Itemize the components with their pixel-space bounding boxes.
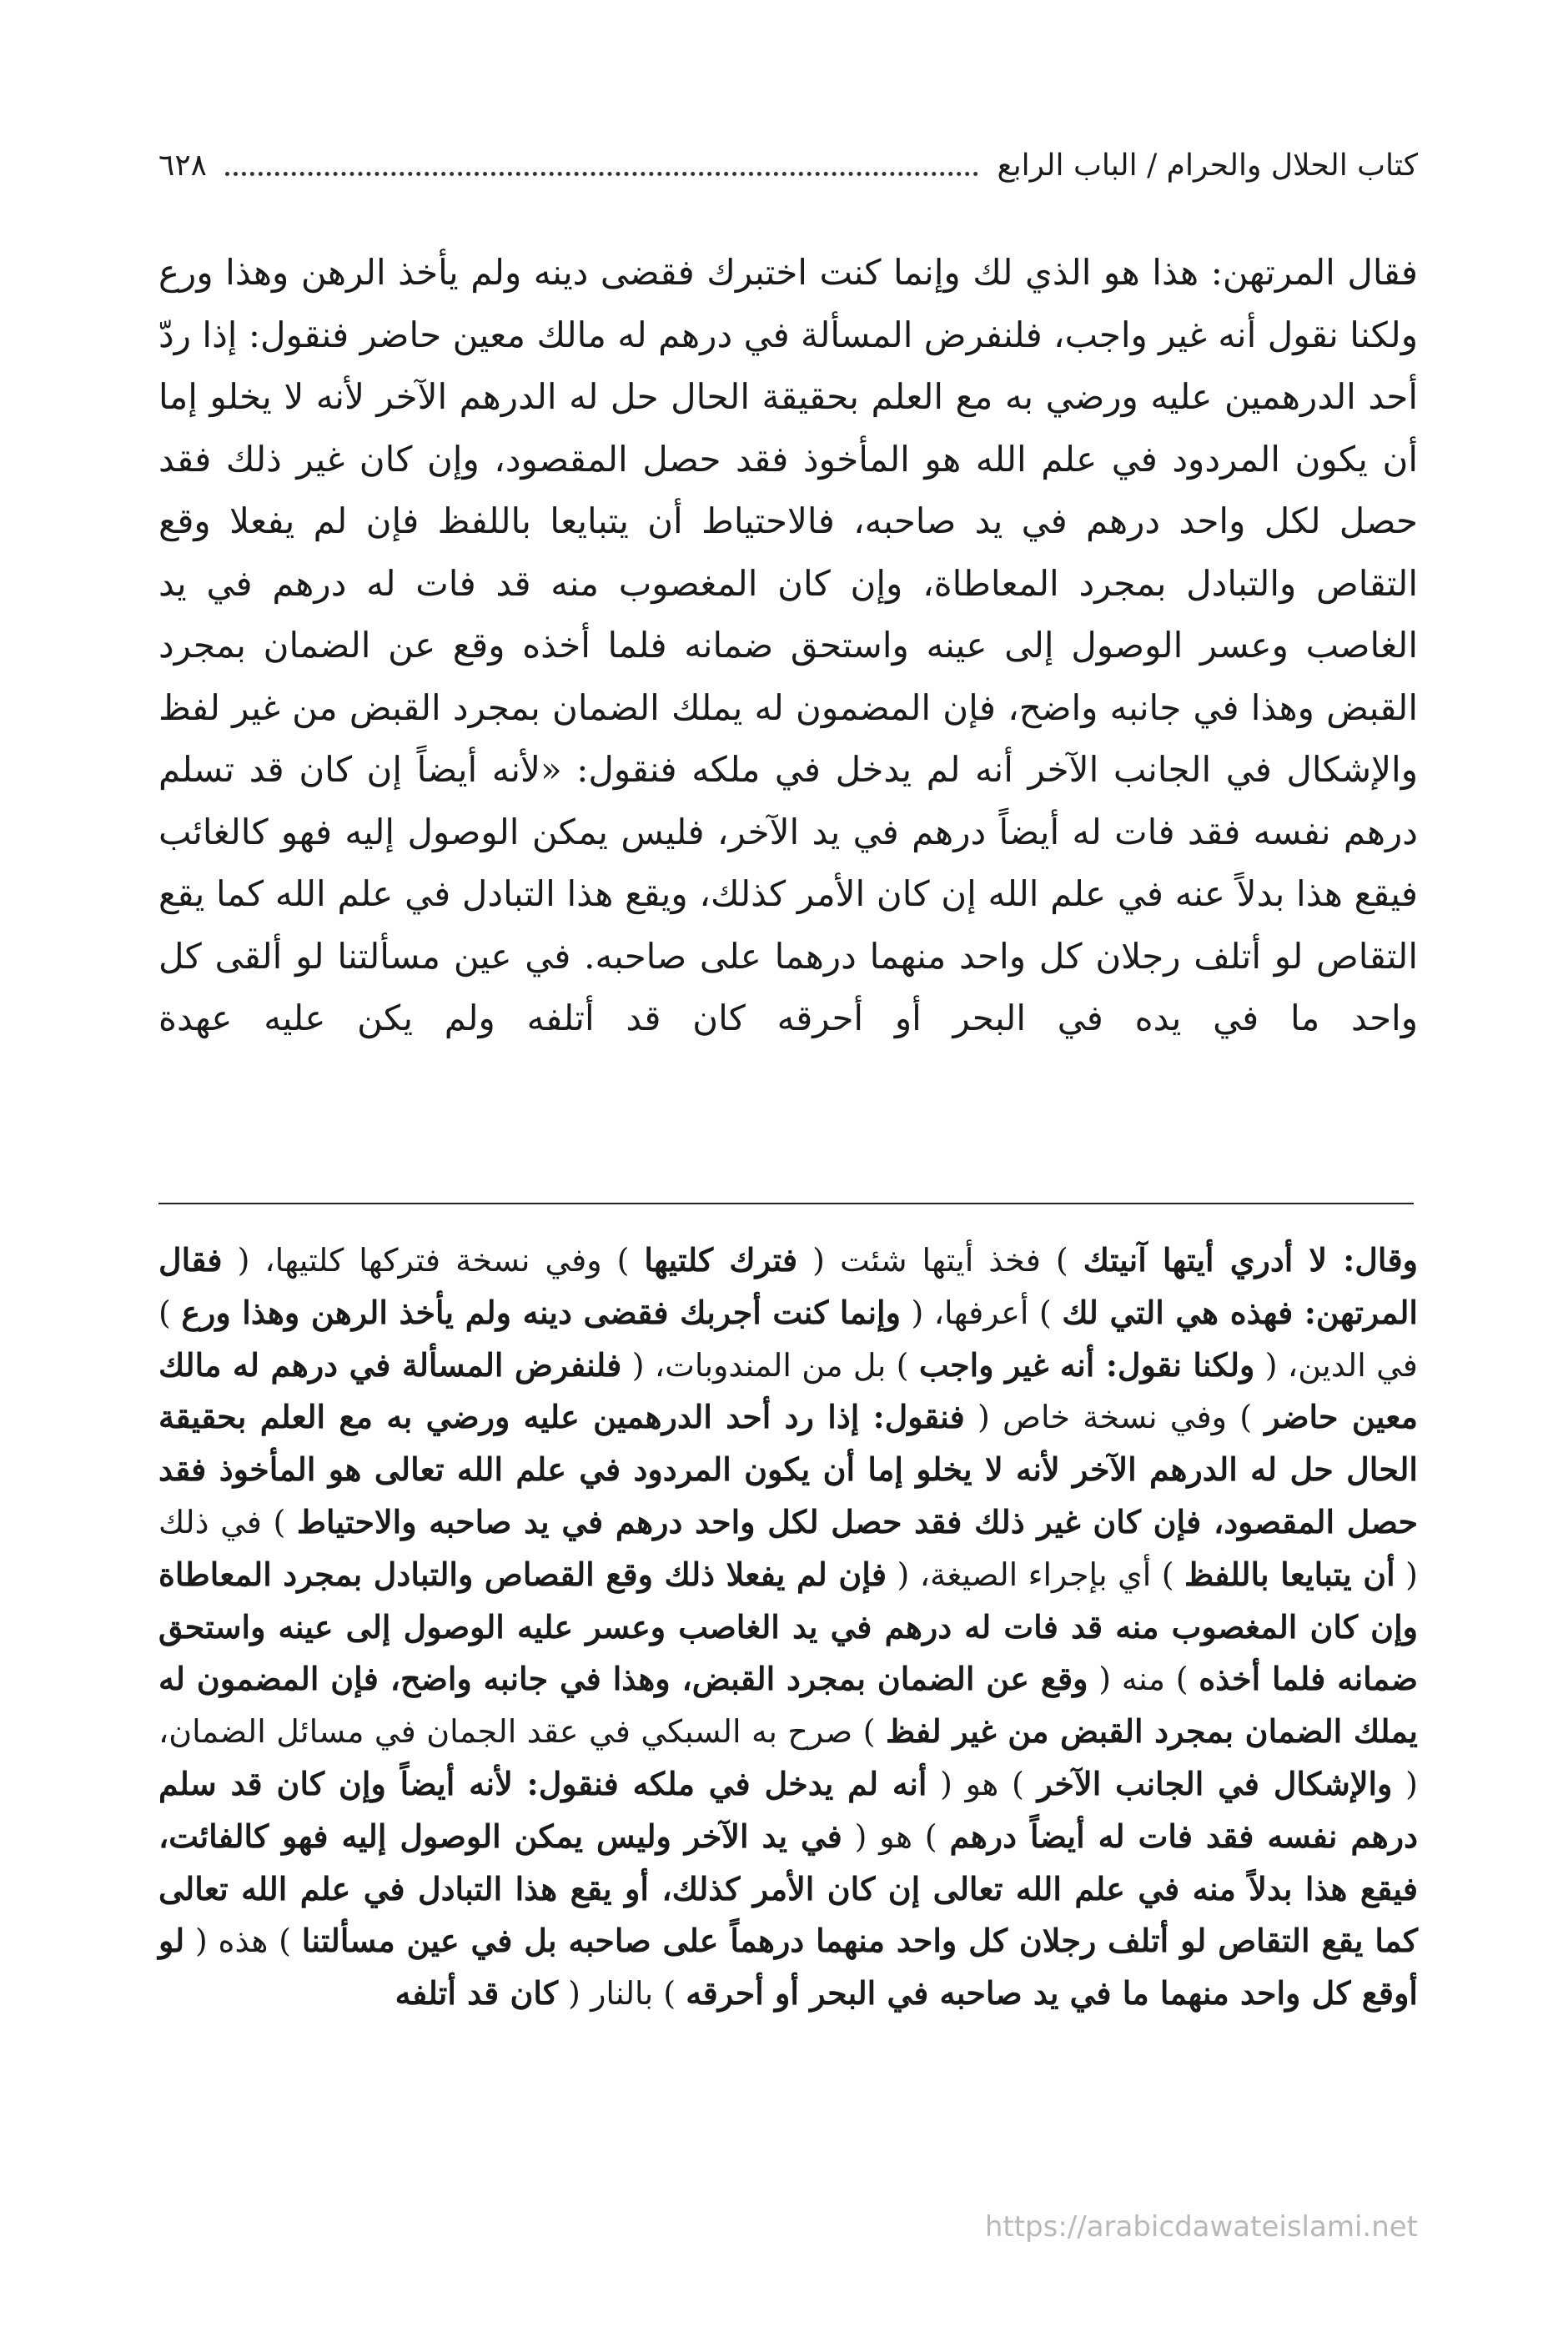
commentary-quoted-text: فنقول: إذا رد أحد الدرهمين عليه ورضي به مع العلم بحقيقة الحال حل له الدرهم الآخر لأنه لا يخلو إما أن يكون المردود في علم الله تعالى هو المأخوذ فقد حصل المقصود، فإن كان غير ذلك فقد حصل لكل واحد درهم في يد صاحبه والاحتياط (158, 1398, 1418, 1540)
commentary-quoted-text: أنه لم يدخل في ملكه فنقول: لأنه أيضاً وإن كان قد سلم درهم نفسه فقد فات له أيضاً درهم (158, 1764, 1418, 1855)
commentary-explanation: ) هو ( (940, 1765, 1024, 1802)
commentary-quoted-text: وإنما كنت أجربك فقضى دينه ولم يأخذ الرهن وهذا ورع (181, 1293, 901, 1331)
commentary-quoted-text: فإن لم يفعلا ذلك وقع القصاص والتبادل بمجرد المعاطاة وإن كان المغصوب منه قد فات له درهم في يد الغاصب وعسر عليه الوصول إلى عينه واستحق ضمانه فلما أخذه (158, 1555, 1418, 1698)
commentary-explanation: ) هو ( (854, 1817, 937, 1855)
commentary-explanation: ) صرح به السبكي في عقد الجمان في مسائل الضمان، ( (158, 1713, 1418, 1802)
commentary-explanation: ) وفي نسخة خاص ( (977, 1399, 1253, 1436)
commentary-quoted-text: في يد الآخر وليس يمكن الوصول إليه فهو كالفائت، فيقع هذا بدلاً منه في علم الله تعالى إن كان الأمر كذلك، أو يقع هذا التبادل في علم الله تعالى كما يقع التقاص لو أتلف رجلان كل واحد منهما درهماً على صاحبه بل في عين مسألتنا (158, 1817, 1418, 1960)
commentary-paragraph (158, 1234, 1418, 2020)
header-dotted-leader (225, 172, 978, 176)
running-title: كتاب الحلال والحرام / الباب الرابع (997, 148, 1418, 183)
commentary-quoted-text: ولكنا نقول: أنه غير واجب (918, 1345, 1255, 1384)
main-paragraph: فقال المرتهن: هذا هو الذي لك وإنما كنت اختبرك فقضى دينه ولم يأخذ الرهن وهذا ورع ولكنا نقول أنه غير واجب، فلنفرض المسألة في درهم له مالك معين حاضر فنقول: إذا ردّ أحد الدرهمين عليه ورضي به مع العلم بحقيقة الحال حل له الدرهم الآخر لأنه لا يخلو إما أن يكون المردود في علم الله هو المأخوذ فقد حصل المقصود، وإن كان غير ذلك فقد حصل لكل واحد درهم في يد صاحبه، فالاحتياط أن يتبايعا باللفظ فإن لم يفعلا وقع التقاص والتبادل بمجرد المعاطاة، وإن كان المغصوب منه قد فات له درهم في يد الغاصب وعسر الوصول إلى عينه واستحق ضمانه فلما أخذه وقع عن الضمان بمجرد القبض وهذا في جانبه واضح، فإن المضمون له يملك الضمان بمجرد القبض من غير لفظ والإشكال في الجانب الآخر أنه لم يدخل في ملكه فنقول: «لأنه أيضاً إن كان قد تسلم درهم نفسه فقد فات له أيضاً درهم في يد الآخر، فليس يمكن الوصول إليه فهو كالغائب فيقع هذا بدلاً عنه في علم الله إن كان الأمر كذلك، ويقع هذا التبادل في علم الله كما يقع التقاص لو أتلف رجلان كل واحد منهما درهما على صاحبه. في عين مسألتنا لو ألقى كل واحد ما في يده في البحر أو أحرقه كان قد أتلفه ولم يكن عليه عهدة (158, 252, 1418, 1038)
commentary-explanation: ) هذه ( (194, 1922, 291, 1960)
commentary-explanation: ) فخذ أيتها شئت ( (812, 1242, 1068, 1279)
commentary-quoted-text: أن يتبايعا باللفظ (1184, 1555, 1395, 1593)
commentary-quoted-text: والإشكال في الجانب الآخر (1037, 1764, 1393, 1802)
commentary-quoted-text: فقال المرتهن: فهذه هي التي لك (158, 1241, 1418, 1331)
commentary-explanation: ) بل من المندوبات، ( (631, 1346, 909, 1384)
commentary-explanation: ) بالنار ( (568, 1975, 676, 2013)
watermark-url: https://arabicdawateislami.net (984, 2210, 1418, 2244)
main-text (158, 242, 1418, 1050)
commentary-quoted-text: فلنفرض المسألة في درهم له مالك معين حاضر (158, 1345, 1418, 1436)
commentary-explanation: ) منه ( (1098, 1661, 1189, 1698)
page-number: ٦٢٨ (158, 148, 208, 183)
commentary-quoted-text: وقال: لا أدري أيتها آنيتك (1083, 1241, 1418, 1279)
commentary-quoted-text: كان قد أتلفه (395, 1974, 559, 2013)
commentary-explanation: ) وفي نسخة فتركها كلتيها، ( (237, 1242, 630, 1279)
commentary-explanation: ) أعرفها، ( (911, 1294, 1052, 1331)
commentary-quoted-text: وقع عن الضمان بمجرد القبض، وهذا في جانبه واضح، فإن المضمون له يملك الضمان بمجرد القبض من غير لفظ (158, 1660, 1418, 1751)
footnote-separator (158, 1203, 1414, 1204)
commentary-text (158, 1234, 1418, 2020)
page-header (158, 140, 1418, 190)
commentary-explanation: ) في ذلك ( (158, 1503, 1418, 1593)
commentary-explanation: ) أي بإجراء الصيغة، ( (897, 1556, 1174, 1593)
commentary-quoted-text: لو أوقع كل واحد منهما ما في يد صاحبه في البحر أو أحرقه (158, 1922, 1418, 2013)
commentary-quoted-text: فترك كلتيها (644, 1241, 798, 1279)
commentary-explanation: ) في الدين، ( (158, 1294, 1418, 1384)
